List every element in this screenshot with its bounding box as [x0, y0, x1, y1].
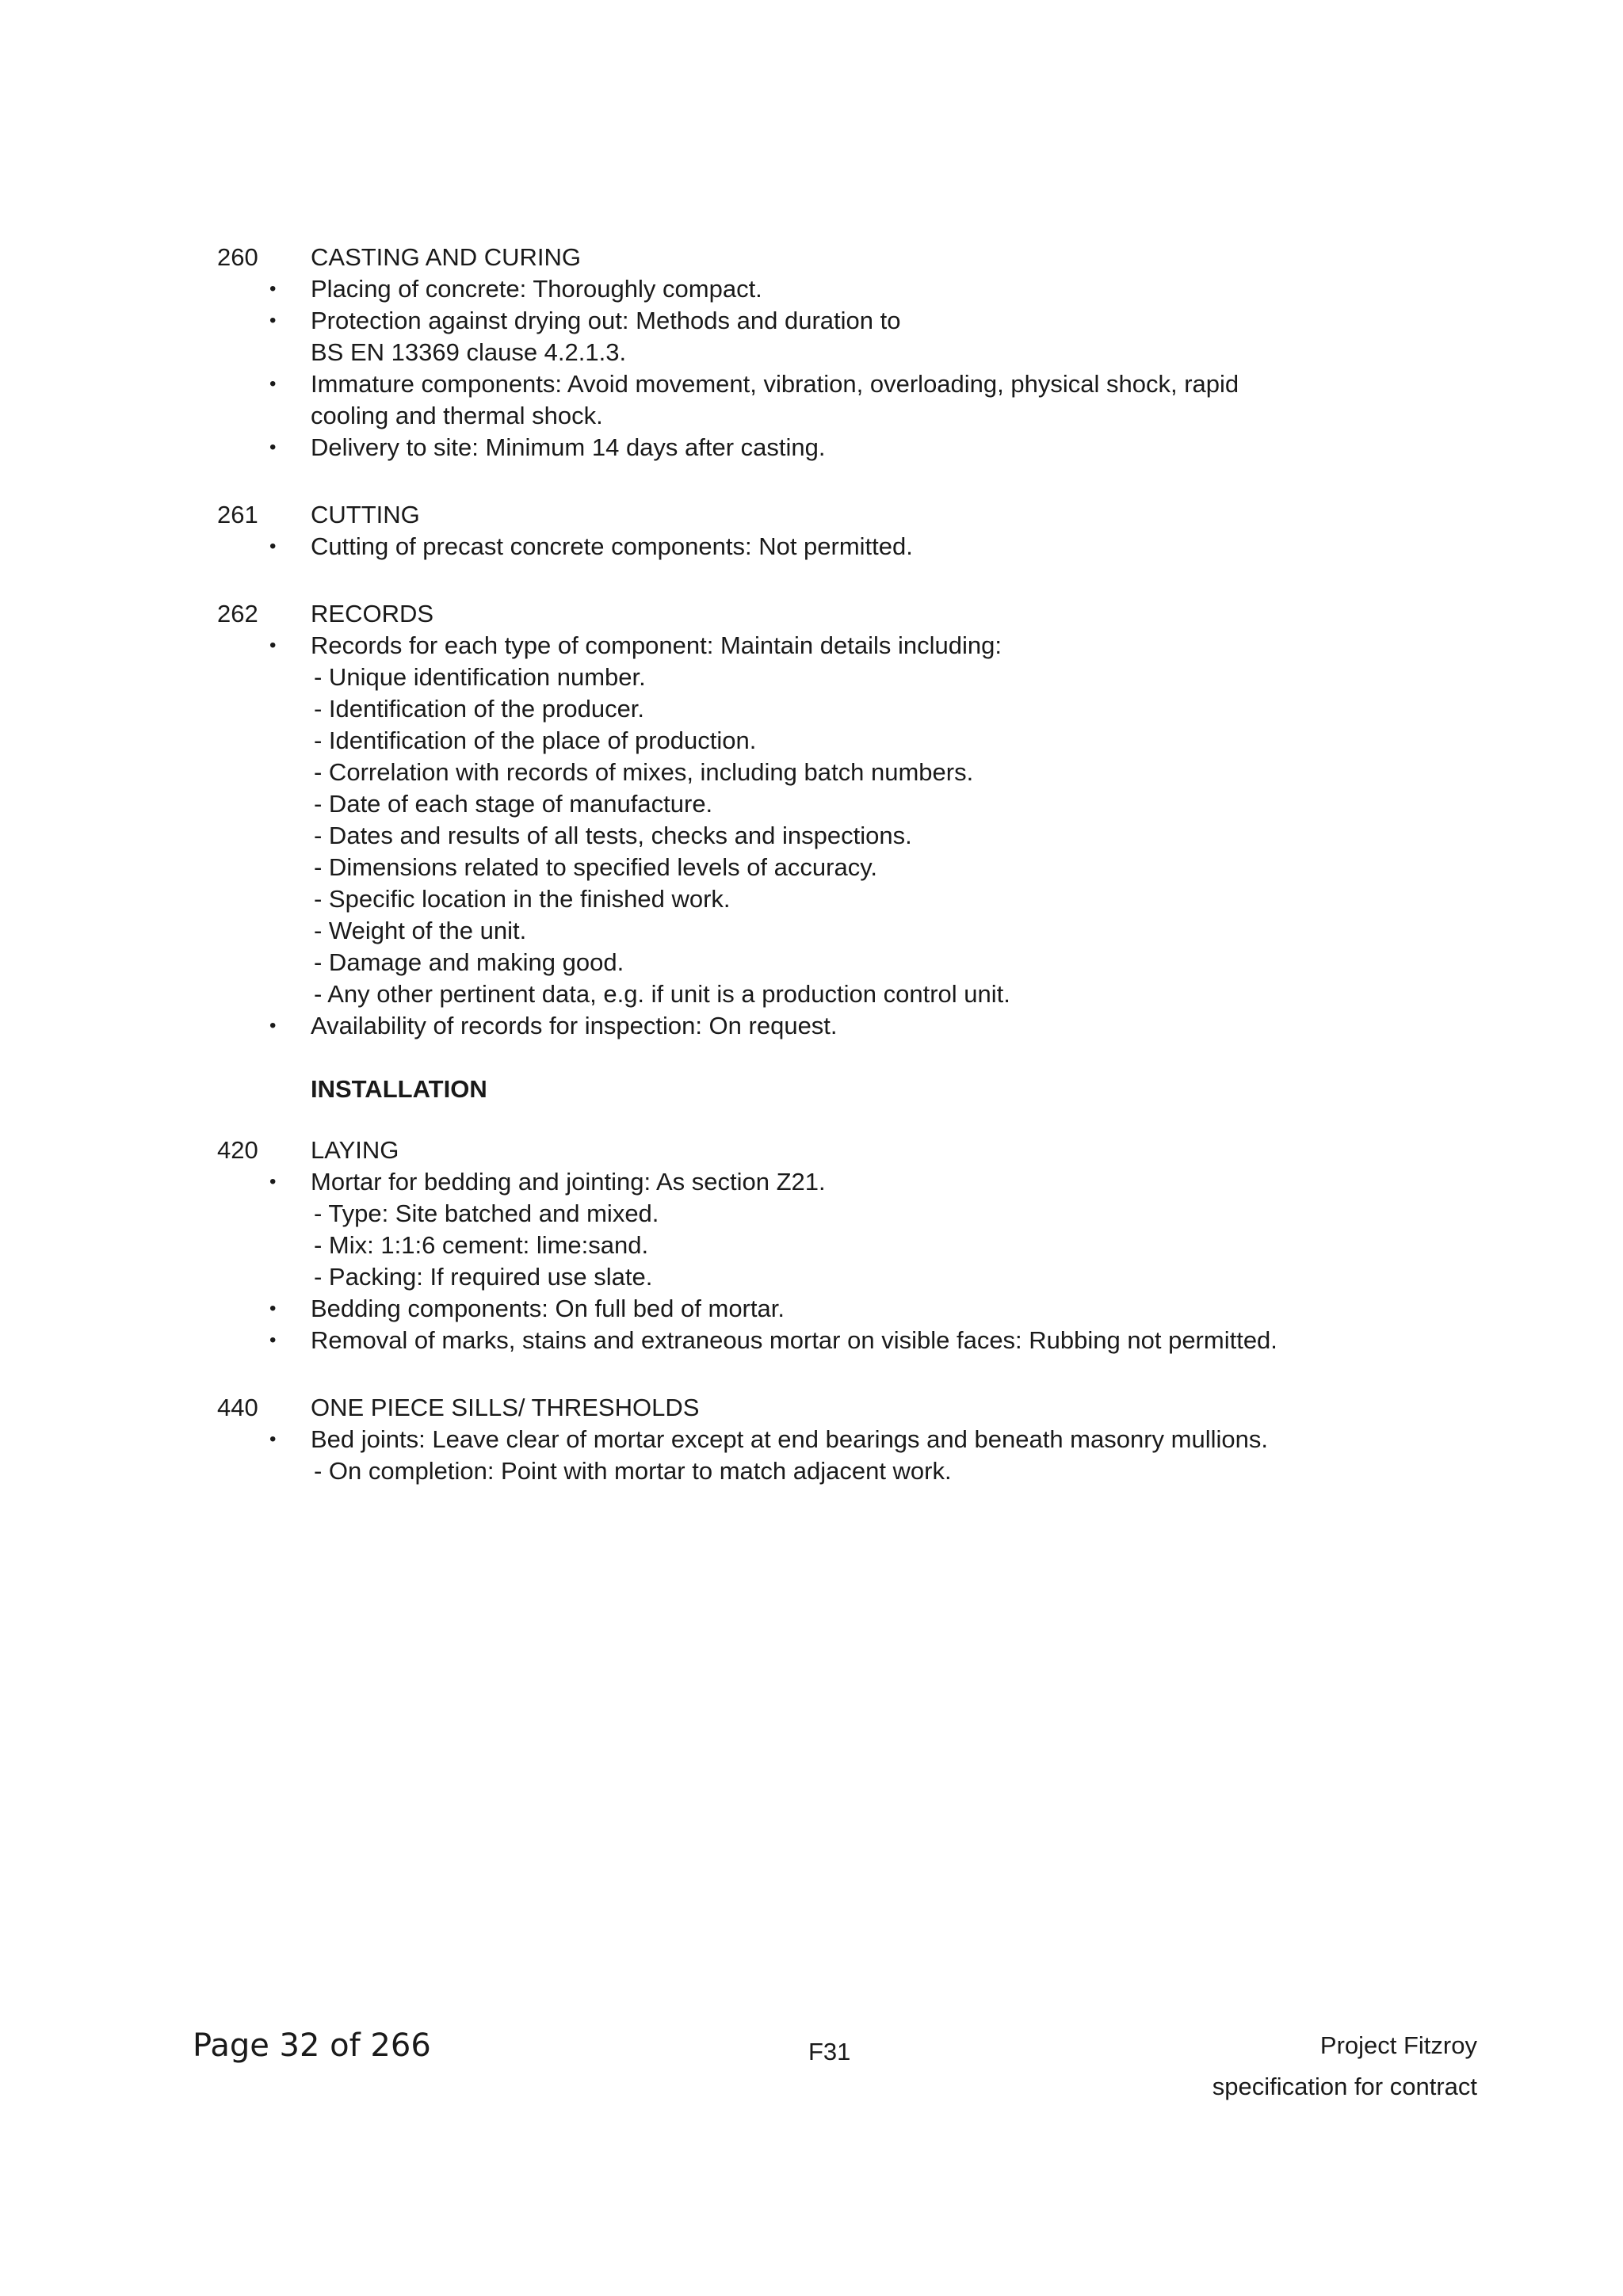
bullet-icon: • [269, 1015, 277, 1036]
sub-item: - Dimensions related to specified levels of accuracy. [314, 853, 878, 881]
clause-line: Removal of marks, stains and extraneous mortar on visible faces: Rubbing not permitted. [311, 1326, 1277, 1354]
sub-item: - On completion: Point with mortar to match adjacent work. [314, 1457, 952, 1485]
clause-number: 260 [217, 243, 258, 271]
clause-heading: RECORDS [311, 600, 434, 627]
clause-line: Records for each type of component: Maintain details including: [311, 631, 1002, 659]
clause-line: Availability of records for inspection: On request. [311, 1012, 838, 1039]
clause-number: 440 [217, 1394, 258, 1421]
clause-number: 262 [217, 600, 258, 627]
section-subheading: INSTALLATION [311, 1075, 487, 1103]
clause-number: 261 [217, 501, 258, 528]
clause-line: cooling and thermal shock. [311, 402, 603, 429]
sub-item: - Mix: 1:1:6 cement: lime:sand. [314, 1231, 649, 1259]
page-number: Page 32 of 266 [193, 2027, 431, 2064]
sub-item: - Packing: If required use slate. [314, 1263, 653, 1291]
clause-heading: ONE PIECE SILLS/ THRESHOLDS [311, 1394, 700, 1421]
clause-line: Bed joints: Leave clear of mortar except at end bearings and beneath masonry mullions. [311, 1425, 1268, 1453]
bullet-icon: • [269, 1298, 277, 1319]
sub-item: - Damage and making good. [314, 948, 624, 976]
clause-number: 420 [217, 1136, 258, 1164]
clause-heading: CASTING AND CURING [311, 243, 582, 271]
bullet-icon: • [269, 310, 277, 331]
clause-line: Cutting of precast concrete components: Not permitted. [311, 532, 913, 560]
sub-item: - Dates and results of all tests, checks and inspections. [314, 822, 912, 849]
clause-heading: CUTTING [311, 501, 420, 528]
bullet-icon: • [269, 373, 277, 395]
bullet-icon: • [269, 437, 277, 458]
clause-line: Protection against drying out: Methods and duration to [311, 307, 901, 334]
clause-line: BS EN 13369 clause 4.2.1.3. [311, 338, 627, 366]
bullet-icon: • [269, 1171, 277, 1192]
section-code: F31 [808, 2038, 851, 2065]
bullet-icon: • [269, 1329, 277, 1351]
clause-line: Delivery to site: Minimum 14 days after casting. [311, 433, 826, 461]
project-footer [1212, 2025, 1477, 2107]
sub-item: - Identification of the producer. [314, 695, 645, 723]
clause-line: Mortar for bedding and jointing: As section Z21. [311, 1168, 826, 1196]
bullet-icon: • [269, 278, 277, 299]
sub-item: - Unique identification number. [314, 663, 646, 691]
sub-item: - Type: Site batched and mixed. [314, 1199, 659, 1227]
sub-item: - Specific location in the finished work. [314, 885, 731, 913]
sub-item: - Date of each stage of manufacture. [314, 790, 713, 818]
sub-item: - Any other pertinent data, e.g. if unit is a production control unit. [314, 980, 1010, 1008]
clause-line: Bedding components: On full bed of mortar. [311, 1295, 785, 1322]
clause-heading: LAYING [311, 1136, 399, 1164]
clause-line: Placing of concrete: Thoroughly compact. [311, 275, 762, 303]
sub-item: - Identification of the place of production. [314, 727, 757, 754]
project-name: Project Fitzroy [1319, 2031, 1477, 2059]
bullet-icon: • [269, 536, 277, 557]
bullet-icon: • [269, 635, 277, 656]
sub-item: - Correlation with records of mixes, including batch numbers. [314, 758, 974, 786]
clause-line: Immature components: Avoid movement, vibration, overloading, physical shock, rapid [311, 370, 1239, 398]
sub-item: - Weight of the unit. [314, 917, 527, 944]
bullet-icon: • [269, 1428, 277, 1450]
project-subtitle: specification for contract [1212, 2073, 1477, 2100]
